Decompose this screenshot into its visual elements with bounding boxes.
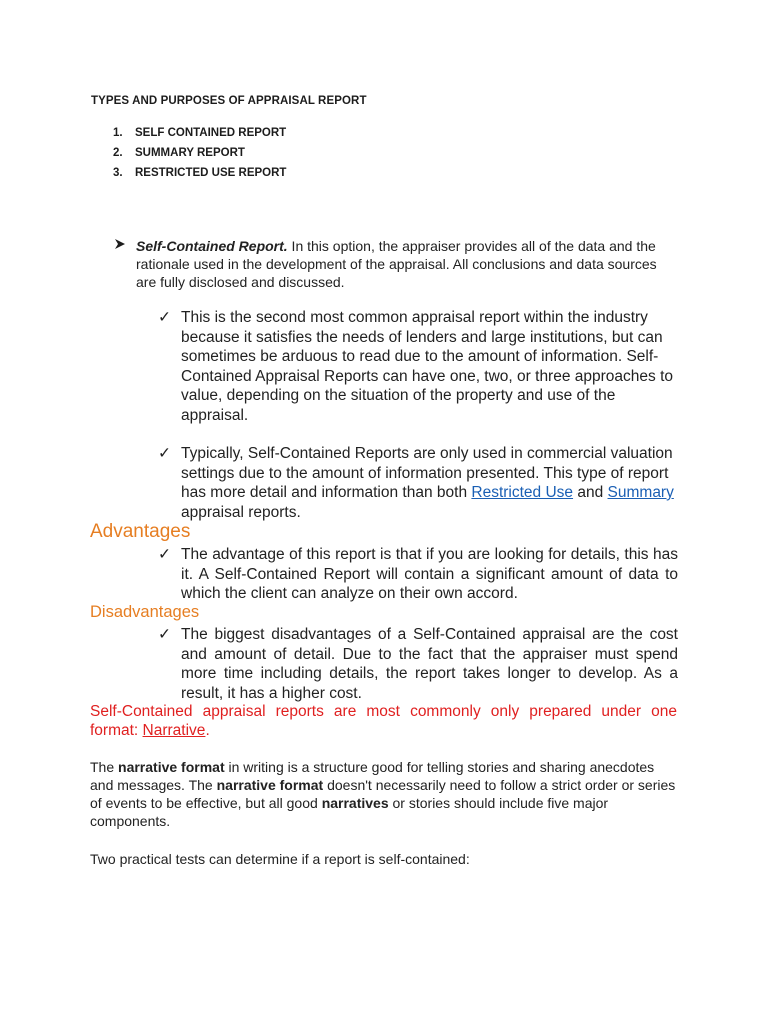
check-text: This is the second most common appraisal report within the industry because it satisfies the needs of lenders and large institutions, but can sometimes be arduous to read due to the amount of information. Self-Contained Appraisal Reports can have one, two, or three approaches to value, depending on the situation of the property and use of the appraisal. [181,309,674,424]
narrative-link[interactable]: Narrative [142,722,206,739]
intro-text: In this option, the appraiser provides all of the data and the rationale used in the development of the appraisal. All conclusions and data sources are fully disclosed and discussed. [136,238,657,290]
advantages-text: The advantage of this report is that if you are looking for details, this has it. A Self-Contained Report will contain a significant amount of data to which the client can analyze on their own accord. [181,546,678,602]
check-item [158,625,678,703]
list-item [113,127,286,147]
list-number: 2. [113,147,123,159]
list-label: SELF CONTAINED REPORT [135,127,287,139]
check-item [158,545,678,604]
para-bold: narrative format [118,759,225,775]
checkmark-icon: ✓ [158,546,171,563]
para-bold: narrative format [216,777,324,793]
restricted-use-link[interactable]: Restricted Use [471,484,574,501]
check-item [158,444,678,522]
list-item [113,167,286,187]
disadvantages-heading: Disadvantages [90,603,200,621]
para-text: The [90,759,119,775]
arrow-bullet-icon [114,237,126,256]
report-types-list [113,127,286,187]
self-contained-intro [114,237,674,291]
para-text: doesn't necessarily need to follow a strict order or series of events to be effective, but all good [90,777,676,811]
check-item [158,308,678,425]
checkmark-icon: ✓ [158,445,171,462]
document-title: TYPES AND PURPOSES OF APPRAISAL REPORT [91,95,367,107]
check-text-part: appraisal reports. [181,503,301,521]
note-text: Self-Contained appraisal reports are most commonly only prepared under one format: [90,703,677,739]
list-label: RESTRICTED USE REPORT [135,167,287,179]
disadvantages-text: The biggest disadvantages of a Self-Contained appraisal are the cost and amount of detail. Due to the fact that the appraiser must spend more time including details, the report takes longer to develop. As a result, it has a higher cost. [181,626,678,702]
list-number: 3. [113,167,123,179]
note-text: . [205,722,210,739]
narrative-paragraph [90,758,680,830]
list-label: SUMMARY REPORT [135,147,245,159]
tests-paragraph: Two practical tests can determine if a report is self-contained: [90,851,470,867]
format-note [90,702,677,740]
checkmark-icon: ✓ [158,626,171,643]
intro-lead: Self-Contained Report. [136,238,288,254]
checkmark-icon: ✓ [158,309,171,326]
para-text: or stories should include five major components. [90,795,609,829]
list-item [113,147,286,167]
summary-link[interactable]: Summary [607,484,674,501]
check-text-part: and [573,484,608,501]
advantages-heading: Advantages [90,521,191,542]
check-text [181,444,678,522]
list-number: 1. [113,127,123,139]
para-text: in writing is a structure good for telling stories and sharing anecdotes and messages. The [90,759,655,793]
para-bold: narratives [321,795,389,811]
check-text-part: Typically, Self-Contained Reports are only used in commercial valuation settings due to the amount of information presented. This type of report has more detail and information than both [181,445,673,501]
